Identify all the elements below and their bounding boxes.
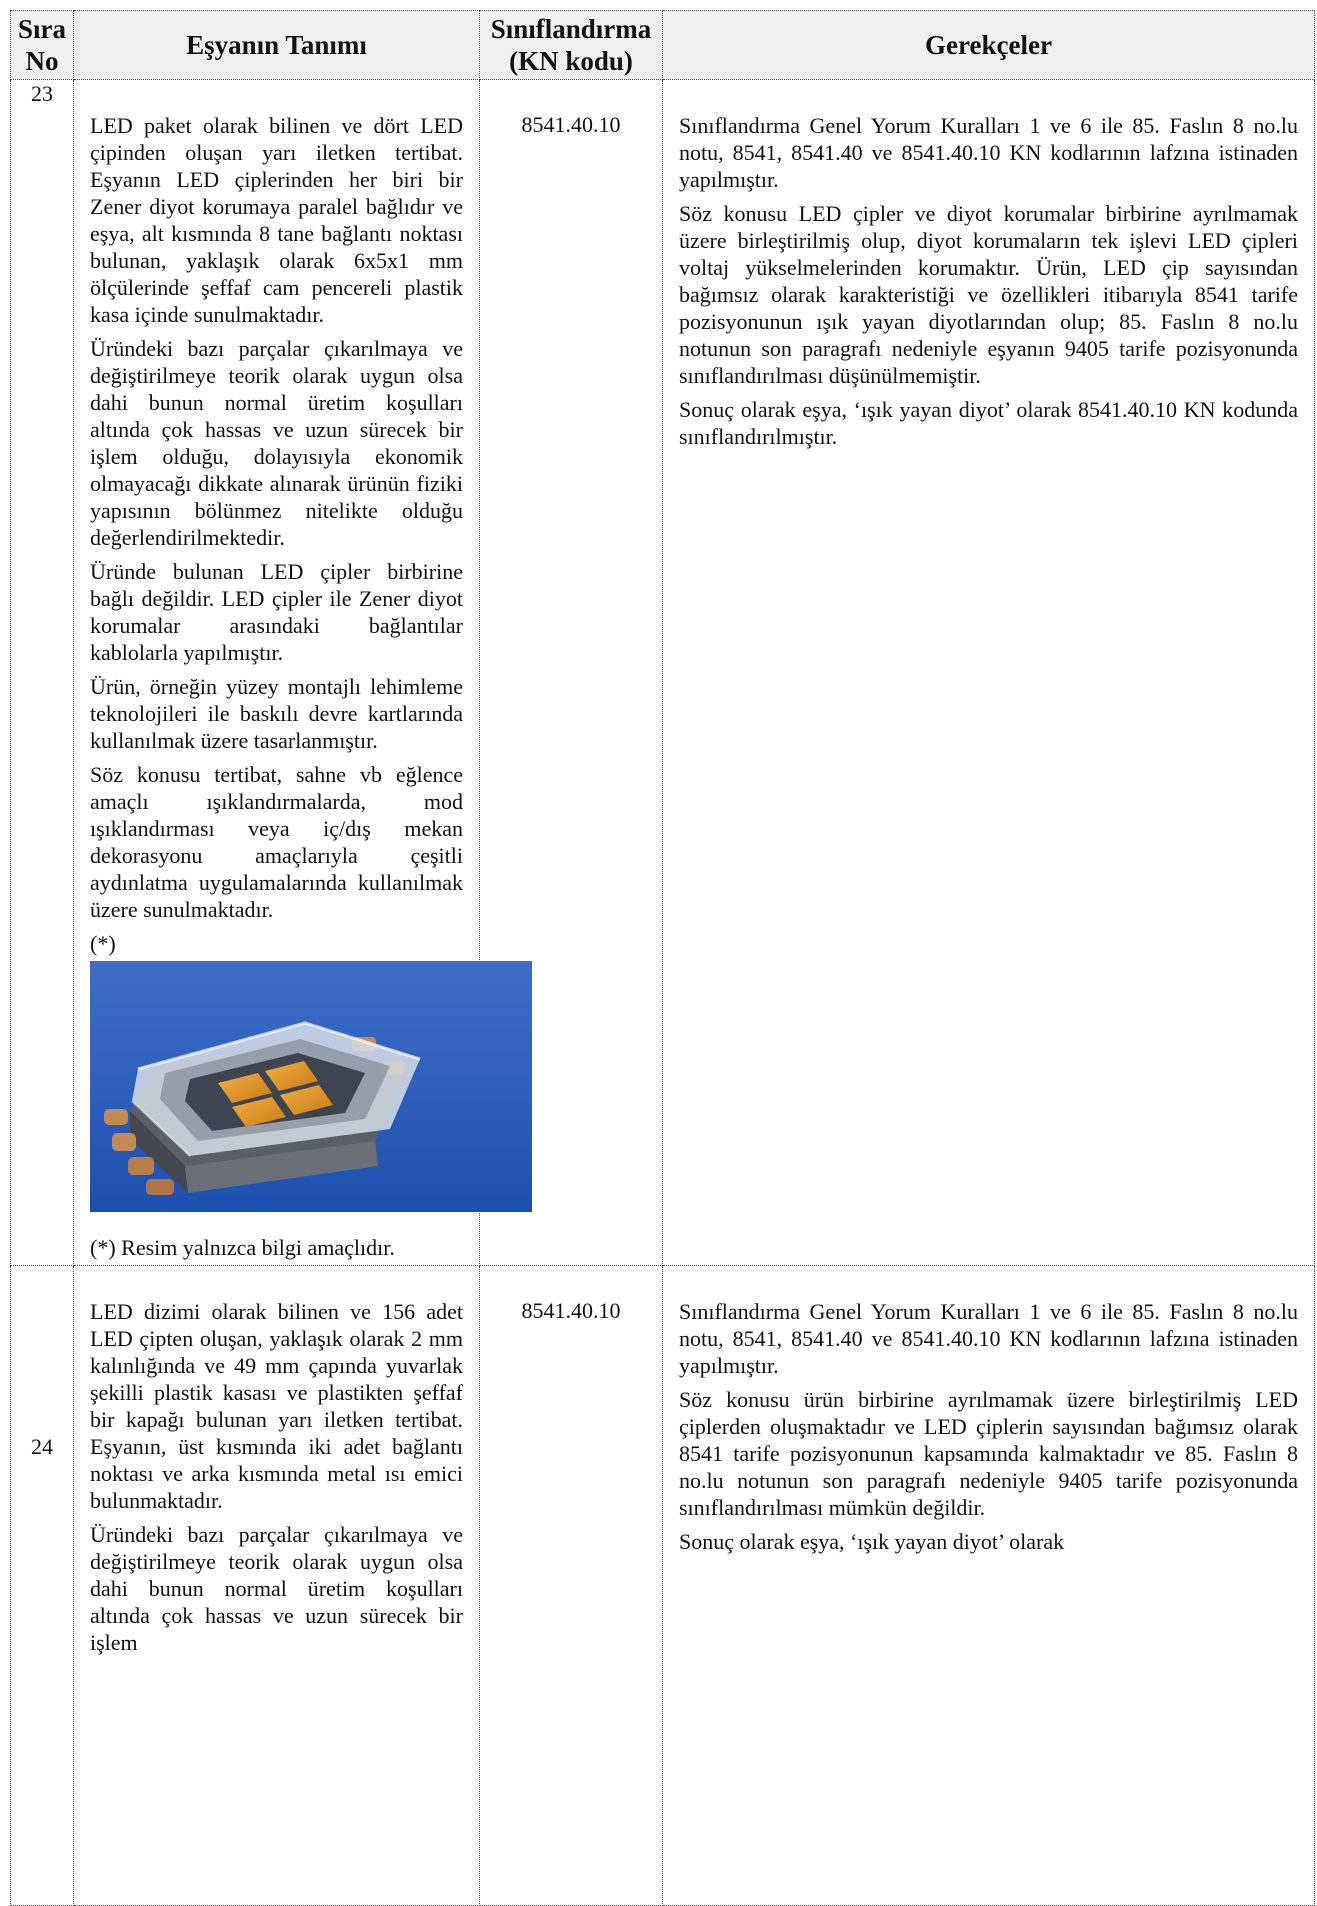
- table-row: [11, 1266, 1315, 1906]
- image-caption: (*) Resim yalnızca bilgi amaçlıdır.: [90, 1235, 395, 1260]
- header-sira-no-line1: Sıra: [17, 14, 66, 44]
- row-reasons: [663, 80, 1315, 1266]
- row-kn-code: 8541.40.10: [480, 80, 663, 1266]
- row-description: [74, 1266, 480, 1906]
- header-classification-line2: (KN kodu): [509, 46, 633, 76]
- header-sira-no-line2: No: [25, 46, 59, 76]
- header-description: Eşyanın Tanımı: [74, 11, 480, 80]
- reason-paragraph: Sonuç olarak eşya, ‘ışık yayan diyot’ olarak 8541.40.10 KN kodunda sınıflandırılmıştır.: [679, 397, 1298, 449]
- description-paragraph: Üründeki bazı parçalar çıkarılmaya ve değiştirilmeye teorik olarak uygun olsa dahi bunun normal üretim koşulları altında çok hassas ve uzun sürecek bir işlem: [90, 1522, 463, 1655]
- header-classification: [480, 11, 663, 80]
- header-sira-no: [11, 11, 74, 80]
- description-paragraph: Üründe bulunan LED çipler birbirine bağlı değildir. LED çipler ile Zener diyot korumalar arasındaki bağlantılar kablolarla yapılmıştır.: [90, 559, 463, 665]
- reason-paragraph: Söz konusu LED çipler ve diyot korumalar birbirine ayrılmamak üzere birleştirilmiş olup, diyot korumaların tek işlevi LED çipleri voltaj yükselmelerinden korumaktır. Ürün, LED çip sayısından bağımsız olarak karakteristiği ve özellikleri itibarıyla 8541 tarife pozisyonunun ışık yayan diyotlarından olup; 85. Faslın 8 no.lu notunun son paragrafı nedeniyle eşyanın 9405 tarife pozisyonunda sınıflandırılması düşünülmemiştir.: [679, 201, 1298, 388]
- description-paragraph: Söz konusu tertibat, sahne vb eğlence amaçlı ışıklandırmalarda, mod ışıklandırması veya iç/dış mekan dekorasyonu amaçlarıyla çeşitli aydınlatma uygulamalarında kullanılmak üzere sunulmaktadır.: [90, 762, 463, 922]
- description-paragraph: LED dizimi olarak bilinen ve 156 adet LED çipten oluşan, yaklaşık olarak 2 mm kalınlığında ve 49 mm çapında yuvarlak şekilli plastik kasası ve plastikten şeffaf bir kapağı bulunan yarı iletken tertibat. Eşyanın, üst kısmında iki adet bağlantı noktası ve arka kısmında metal ısı emici bulunmaktadır.: [90, 1299, 463, 1513]
- row-reasons: [663, 1266, 1315, 1906]
- description-paragraph: LED paket olarak bilinen ve dört LED çipinden oluşan yarı iletken tertibat. Eşyanın LED çiplerinden her biri bir Zener diyot korumaya paralel bağlıdır ve eşya, alt kısmında 8 tane bağlantı noktası bulunan, yaklaşık olarak 6x5x1 mm ölçülerinde şeffaf cam pencereli plastik kasa içinde sunulmaktadır.: [90, 113, 463, 327]
- row-number: 24: [11, 1266, 74, 1906]
- reason-paragraph: Sınıflandırma Genel Yorum Kuralları 1 ve 6 ile 85. Faslın 8 no.lu notu, 8541, 8541.40 ve 8541.40.10 KN kodlarının lafzına istinaden yapılmıştır.: [679, 1299, 1298, 1378]
- header-classification-line1: Sınıflandırma: [490, 14, 652, 44]
- table-row: [11, 80, 1315, 1266]
- description-paragraph: Üründeki bazı parçalar çıkarılmaya ve değiştirilmeye teorik olarak uygun olsa dahi bunun normal üretim koşulları altında çok hassas ve uzun sürecek bir işlem olduğu, dolayısıyla ekonomik olmayacağı dikkate alınarak ürünün fiziki yapısının bölünmez nitelikte olduğu değerlendirilmektedir.: [90, 336, 463, 550]
- classification-table: [10, 10, 1315, 1906]
- table-header-row: [11, 11, 1315, 80]
- image-marker: (*): [90, 931, 116, 956]
- reason-paragraph: Sonuç olarak eşya, ‘ışık yayan diyot’ olarak: [679, 1529, 1065, 1554]
- header-reasons: Gerekçeler: [663, 11, 1315, 80]
- row-kn-code: 8541.40.10: [480, 1266, 663, 1906]
- row-number: 23: [11, 80, 74, 1266]
- reason-paragraph: Sınıflandırma Genel Yorum Kuralları 1 ve 6 ile 85. Faslın 8 no.lu notu, 8541, 8541.40 ve 8541.40.10 KN kodlarının lafzına istinaden yapılmıştır.: [679, 113, 1298, 192]
- led-package-photo: [90, 961, 532, 1212]
- description-paragraph: Ürün, örneğin yüzey montajlı lehimleme teknolojileri ile baskılı devre kartlarında kullanılmak üzere tasarlanmıştır.: [90, 674, 463, 753]
- reason-paragraph: Söz konusu ürün birbirine ayrılmamak üzere birleştirilmiş LED çiplerden oluşmaktadır ve LED çiplerin sayısından bağımsız olarak 8541 tarife pozisyonunun kapsamında kalmaktadır ve 85. Faslın 8 no.lu notunun son paragrafı nedeniyle 9405 tarife pozisyonunda sınıflandırılması mümkün değildir.: [679, 1387, 1298, 1520]
- row-description: [74, 80, 480, 1266]
